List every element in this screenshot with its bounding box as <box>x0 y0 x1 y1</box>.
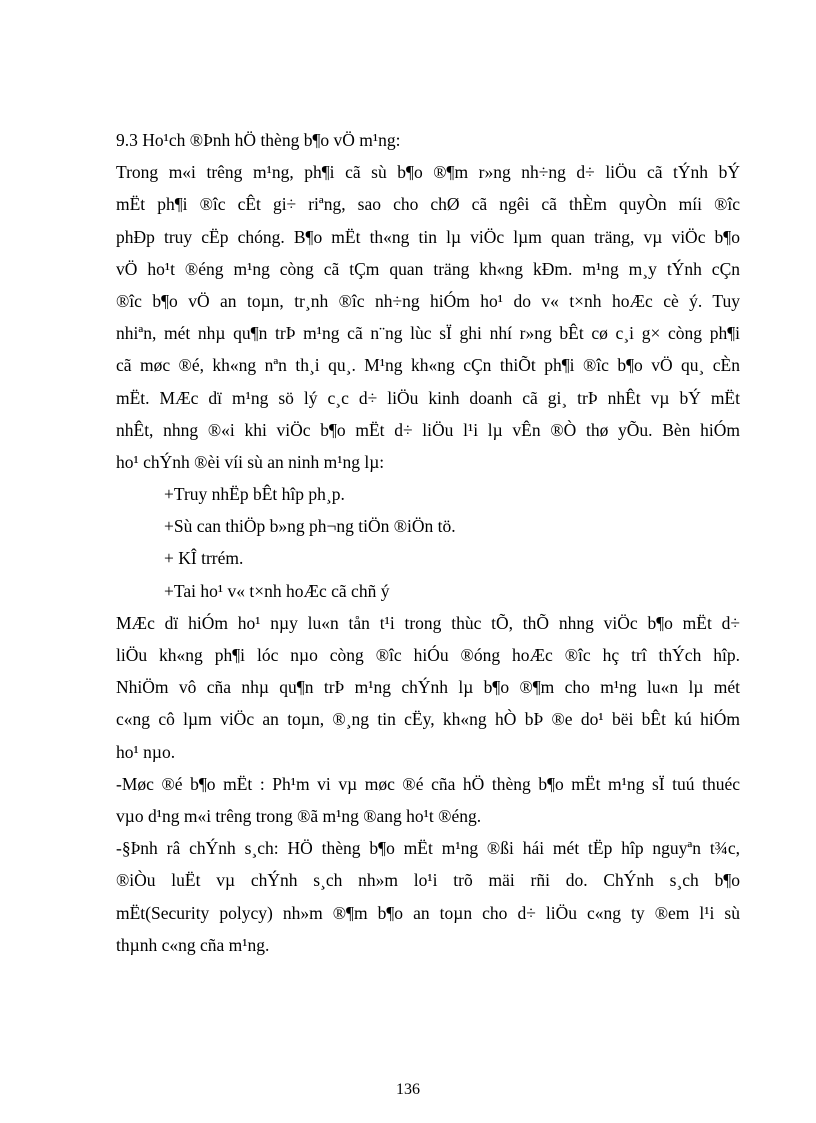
paragraph-intro <box>116 156 740 478</box>
text-line: c«ng cô lµm viÖc an toµn, ®¸ng tin cËy, kh«ng hÒ bÞ ®e do¹ bëi bÊt kú hiÓm <box>116 709 740 730</box>
text-line: -§Þnh râ chÝnh s¸ch: HÖ thèng b¶o mËt m¹ng ®ßi hái mét tËp hîp nguyªn t¾c, <box>116 838 740 859</box>
text-line: liÖu kh«ng ph¶i lóc nµo còng ®îc hiÓu ®óng hoÆc ®îc hç trî thÝch hîp. <box>116 645 740 665</box>
text-line: vµo d¹ng m«i trêng trong ®ã m¹ng ®ang ho¹t ®éng. <box>116 805 482 826</box>
list-item: +Tai ho¹ v« t×nh hoÆc cã chñ ý <box>164 580 390 601</box>
text-line: ®iÒu luËt vµ chÝnh s¸ch nh»m lo¹i trõ mäi rñi do. ChÝnh s¸ch b¶o <box>116 870 740 891</box>
text-line: NhiÖm vô cña nhµ qu¶n trÞ m¹ng chÝnh lµ b¶o ®¶m cho m¹ng lu«n lµ mét <box>116 677 740 698</box>
text-line: ®îc b¶o vÖ an toµn, tr¸nh ®îc nh÷ng hiÓm ho¹ do v« t×nh hoÆc cè ý. Tuy <box>116 290 740 311</box>
paragraph-security-level <box>116 768 740 832</box>
text-line: phÐp truy cËp chóng. B¶o mËt th«ng tin lµ viÖc lµm quan träng, vµ viÖc b¶o <box>116 226 740 247</box>
text-line: mËt(Security polycy) nh»m ®¶m b¶o an toµn cho d÷ liÖu c«ng ty ®em l¹i sù <box>116 902 740 923</box>
page-number: 136 <box>396 1081 420 1098</box>
text-line: thµnh c«ng cña m¹ng. <box>116 934 270 955</box>
text-line: mËt. MÆc dï m¹ng sö lý c¸c d÷ liÖu kinh doanh cã gi¸ trÞ nhÊt vµ bÝ mËt <box>116 387 740 408</box>
text-line: vÖ ho¹t ®éng m¹ng còng cã tÇm quan träng kh«ng kÐm. m¹ng m¸y tÝnh cÇn <box>116 258 740 279</box>
text-line: nhiªn, mét nhµ qu¶n trÞ m¹ng cã n¨ng lùc sÏ ghi nhí r»ng bÊt cø c¸i g× còng ph¶i <box>116 323 740 344</box>
text-line: cã møc ®é, kh«ng nªn th¸i qu¸. M¹ng kh«ng cÇn thiÕt ph¶i ®îc b¶o vÖ qu¸ cÈn <box>116 355 740 376</box>
text-line: -Møc ®é b¶o mËt : Ph¹m vi vµ møc ®é cña hÖ thèng b¶o mËt m¹ng sÏ tuú thuéc <box>116 773 740 794</box>
text-line: MÆc dï hiÓm ho¹ nµy lu«n tån t¹i trong thùc tÕ, thÕ nhng viÖc b¶o mËt d÷ <box>116 612 740 633</box>
text-line: ho¹ nµo. <box>116 741 176 762</box>
text-line: nhÊt, nhng ®«i khi viÖc b¶o mËt d÷ liÖu l¹i lµ vÊn ®Ò thø yÕu. Bèn hiÓm <box>116 419 740 440</box>
paragraph-threats <box>116 607 740 768</box>
page-content <box>116 124 740 961</box>
list-item: +Truy nhËp bÊt hîp ph¸p. <box>164 484 345 505</box>
section-heading: 9.3 Ho¹ch ®Þnh hÖ thèng b¶o vÖ m¹ng: <box>116 130 401 150</box>
text-line: mËt ph¶i ®îc cÊt gi÷ riªng, sao cho chØ cã ngêi cã thÈm quyÒn míi ®îc <box>116 194 740 215</box>
paragraph-policy <box>116 832 740 961</box>
threat-list <box>116 478 740 607</box>
text-line: ho¹ chÝnh ®èi víi sù an ninh m¹ng lµ: <box>116 451 385 472</box>
list-item: + KÎ trrém. <box>164 548 244 569</box>
list-item: +Sù can thiÖp b»ng ph¬ng tiÖn ®iÖn tö. <box>164 516 456 537</box>
text-line: Trong m«i trêng m¹ng, ph¶i cã sù b¶o ®¶m r»ng nh÷ng d÷ liÖu cã tÝnh bÝ <box>116 162 740 183</box>
